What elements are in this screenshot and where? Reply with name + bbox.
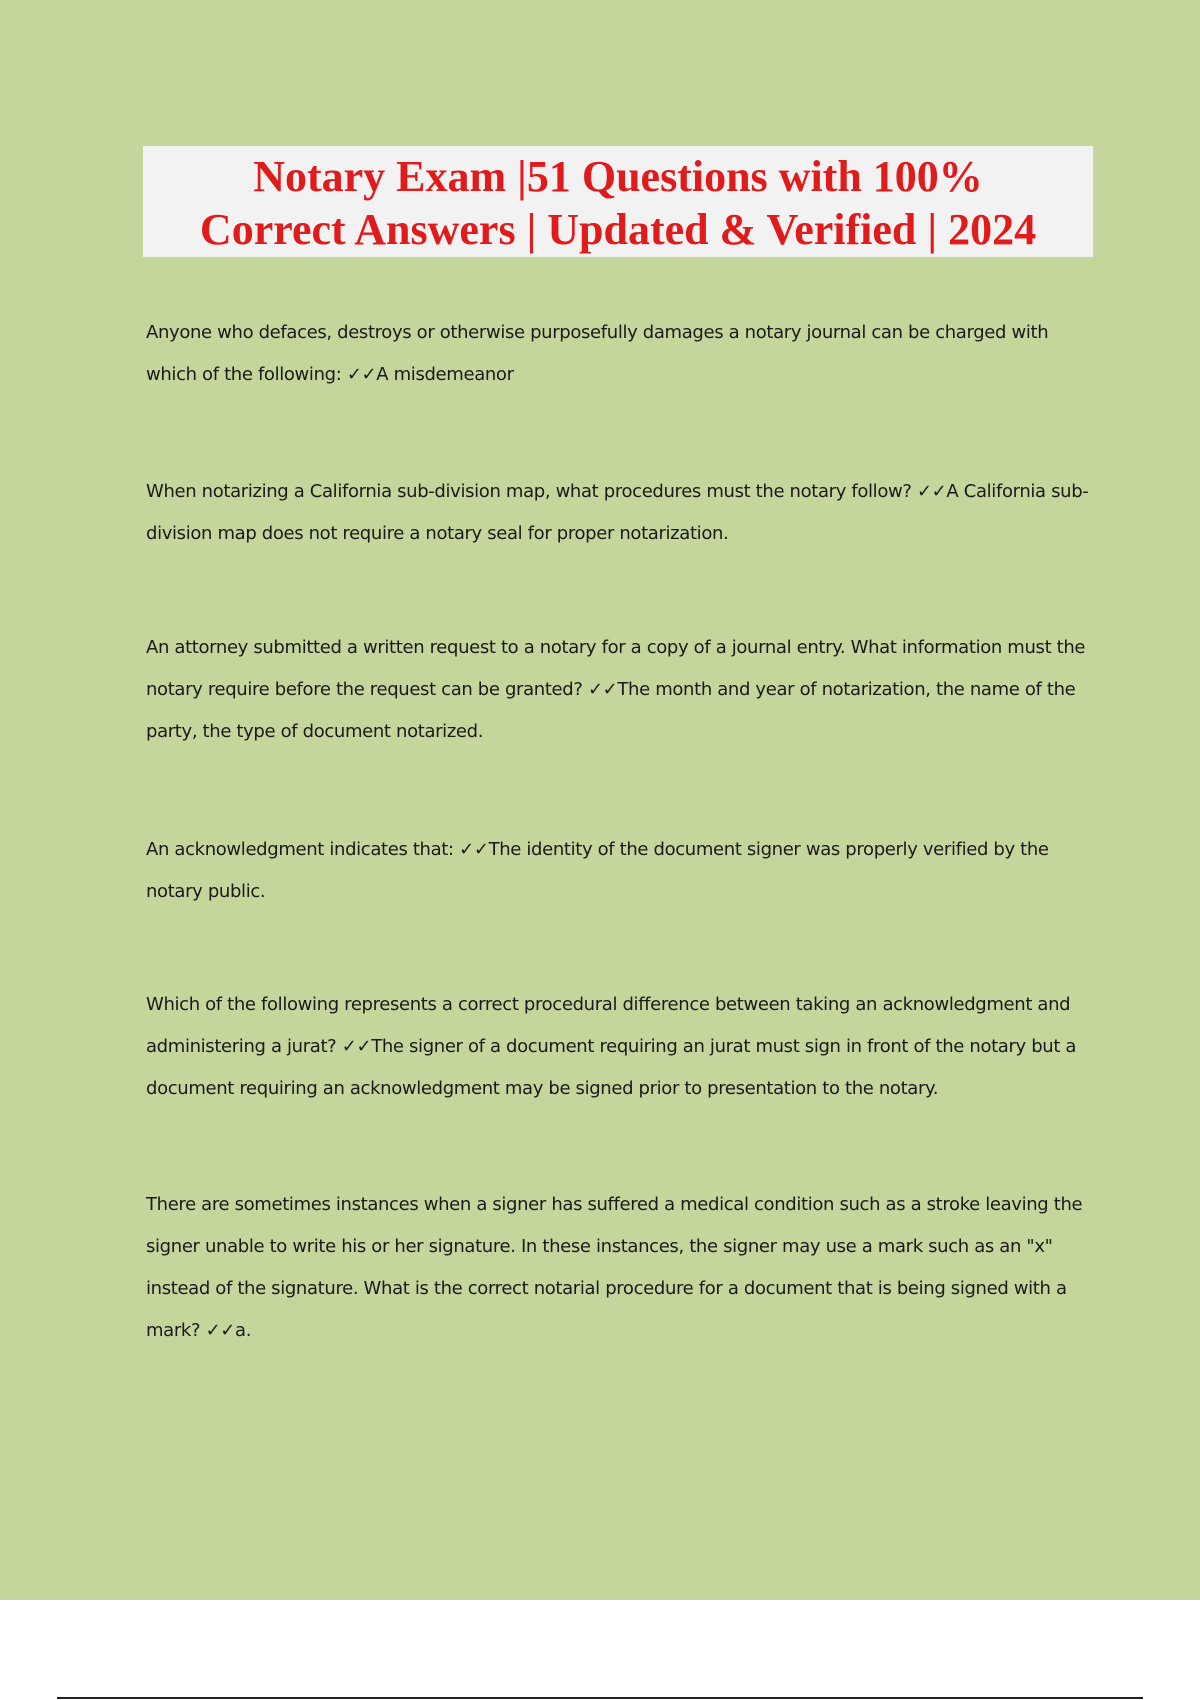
qa-item-5 <box>146 984 1096 1110</box>
qa-item-2 <box>146 471 1096 555</box>
title-line-1: Notary Exam |51 Questions with 100% <box>253 152 983 201</box>
question-text: An acknowledgment indicates that: <box>146 839 454 860</box>
title-line-2: Correct Answers | Updated & Verified | 2024 <box>199 205 1037 254</box>
question-text: When notarizing a California sub-division map, what procedures must the notary follow? <box>146 481 912 502</box>
check-marker-icon: ✓✓ <box>346 364 377 385</box>
question-text: Anyone who defaces, destroys or otherwise purposefully damages a notary journal can be charged with which of the following: <box>146 322 1049 385</box>
answer-text: The identity of the document signer was properly verified by the notary public. <box>146 839 1049 902</box>
qa-item-4 <box>146 829 1096 913</box>
qa-item-3 <box>146 627 1096 753</box>
check-marker-icon: ✓✓ <box>205 1320 236 1341</box>
title-banner <box>143 146 1093 257</box>
answer-text: The month and year of notarization, the name of the party, the type of document notarized. <box>146 679 1076 742</box>
check-marker-icon: ✓✓ <box>459 839 489 860</box>
qa-item-1 <box>146 312 1096 396</box>
answer-text: A California sub-division map does not require a notary seal for proper notarization. <box>146 481 1089 544</box>
check-marker-icon: ✓✓ <box>916 481 947 502</box>
check-marker-icon: ✓✓ <box>341 1036 372 1057</box>
question-text: There are sometimes instances when a signer has suffered a medical condition such as a stroke leaving the signer unable to write his or her signature. In these instances, the signer may use a mark such as an "x" instead of the signature. What is the correct notarial procedure for a document that is being signed with a mark? <box>146 1194 1083 1341</box>
question-text: Which of the following represents a correct procedural difference between taking an acknowledgment and administering a jurat? <box>146 994 1071 1057</box>
check-marker-icon: ✓✓ <box>587 679 618 700</box>
answer-text: The signer of a document requiring an jurat must sign in front of the notary but a document requiring an acknowledgment may be signed prior to presentation to the notary. <box>146 1036 1077 1099</box>
answer-text: A misdemeanor <box>376 364 514 385</box>
question-text: An attorney submitted a written request to a notary for a copy of a journal entry. What information must the notary require before the request can be granted? <box>146 637 1086 700</box>
qa-item-6 <box>146 1184 1096 1352</box>
answer-text: a. <box>235 1320 252 1341</box>
footer-divider <box>57 1697 1143 1699</box>
